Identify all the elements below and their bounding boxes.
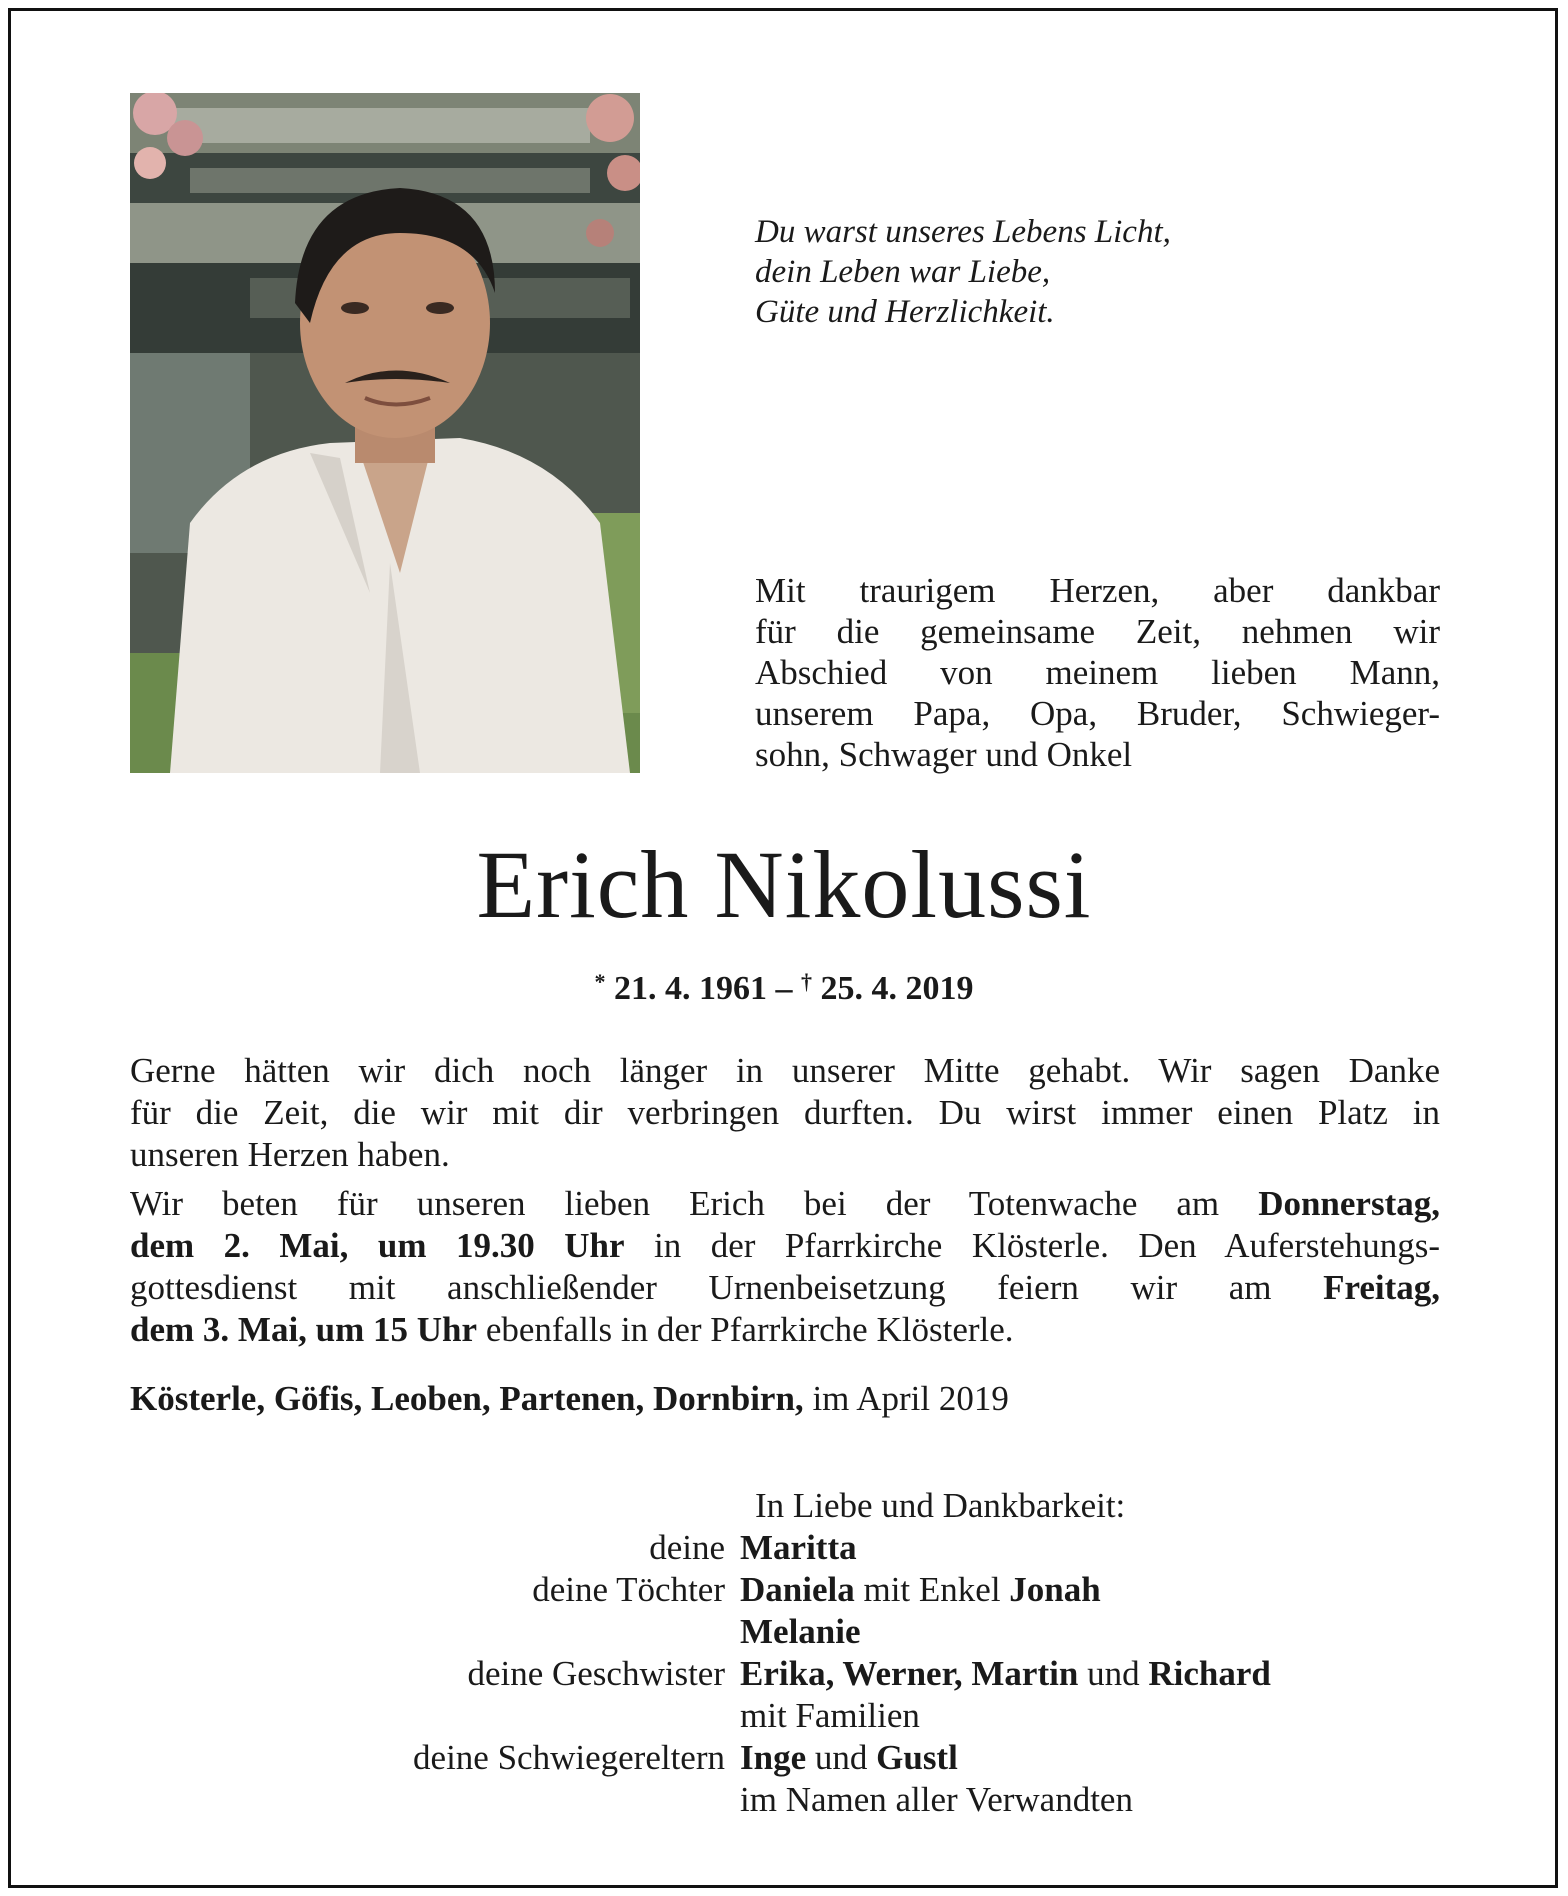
paragraph-line: für die Zeit, die wir mit dir verbringen durften. Du wirst immer einen Platz in (130, 1093, 1440, 1132)
mourner-name: Erika, Werner, Martin (740, 1654, 1079, 1693)
memorial-quote (755, 212, 1355, 332)
date-text: im April 2019 (812, 1379, 1009, 1418)
quote-line: Du warst unseres Lebens Licht, (755, 214, 1171, 250)
mourner-name: Richard (1148, 1654, 1271, 1693)
mourner-name: Gustl (876, 1738, 958, 1777)
intro-line: Abschied von meinem lieben Mann, (755, 653, 1440, 692)
quote-line: dein Leben war Liebe, (755, 254, 1051, 290)
paragraph-line (130, 1225, 1440, 1267)
places-date-line (130, 1378, 1009, 1420)
signature-text: mit Familien (740, 1696, 920, 1735)
intro-line: sohn, Schwager und Onkel (755, 735, 1133, 774)
signature-text: im Namen aller Verwandten (740, 1780, 1133, 1819)
intro-line: Mit traurigem Herzen, aber dankbar (755, 571, 1440, 610)
line-text: Wir beten für unseren lieben Erich bei der Totenwache am (130, 1184, 1220, 1223)
signature-row (130, 1569, 1430, 1611)
closing-phrase: In Liebe und Dankbarkeit: (755, 1486, 1126, 1525)
signature-names (740, 1653, 1430, 1695)
birth-symbol: * (594, 969, 606, 994)
relation-label: deine Töchter (532, 1570, 725, 1609)
connector-text: mit Enkel (863, 1570, 1001, 1609)
portrait-photo (130, 93, 640, 773)
signature-row (130, 1611, 1430, 1653)
paragraph-line (130, 1267, 1440, 1309)
death-symbol: † (801, 969, 812, 994)
paragraph-line (130, 1309, 1440, 1351)
birth-date: 21. 4. 1961 (614, 970, 767, 1007)
connector-text: und (1087, 1654, 1140, 1693)
signature-names (740, 1569, 1430, 1611)
service-time: dem 3. Mai, um 15 Uhr (130, 1310, 478, 1349)
paragraph-line: Gerne hätten wir dich noch länger in unserer Mitte gehabt. Wir sagen Danke (130, 1051, 1440, 1090)
death-date: 25. 4. 2019 (820, 970, 974, 1007)
connector-text: und (814, 1738, 868, 1777)
wake-day: Donnerstag, (1258, 1184, 1440, 1223)
mourner-name: Inge (740, 1738, 807, 1777)
signature-row (130, 1695, 1430, 1737)
service-day: Freitag, (1323, 1268, 1441, 1307)
place-names: Kösterle, Göfis, Leoben, Partenen, Dornbirn, (130, 1379, 804, 1418)
relation-label: deine (649, 1528, 725, 1567)
date-separator: – (767, 970, 801, 1007)
service-paragraph (130, 1183, 1440, 1351)
relation-label (130, 1695, 740, 1737)
intro-line: unserem Papa, Opa, Bruder, Schwieger- (755, 694, 1440, 733)
intro-line: für die gemeinsame Zeit, nehmen wir (755, 612, 1440, 651)
relation-label (130, 1779, 740, 1821)
wake-time: dem 2. Mai, um 19.30 Uhr (130, 1226, 625, 1265)
signature-row (130, 1527, 1430, 1569)
farewell-paragraph (130, 1050, 1440, 1176)
signature-row (130, 1737, 1430, 1779)
line-text: gottesdienst mit anschließender Urnenbeisetzung feiern wir am (130, 1268, 1272, 1307)
signature-names (740, 1737, 1430, 1779)
line-text: in der Pfarrkirche Klösterle. Den Auferstehungs- (654, 1226, 1441, 1265)
line-text: ebenfalls in der Pfarrkirche Klösterle. (485, 1310, 1014, 1349)
deceased-name: Erich Nikolussi (476, 831, 1092, 938)
signature-names (740, 1611, 1430, 1653)
relation-label (130, 1611, 740, 1653)
mourner-name: Jonah (1009, 1570, 1101, 1609)
life-dates (0, 962, 1568, 1009)
relation-label: deine Schwiegereltern (413, 1738, 725, 1777)
signature-row (130, 1653, 1430, 1695)
paragraph-line (130, 1183, 1440, 1225)
quote-line: Güte und Herzlichkeit. (755, 294, 1055, 330)
relation-label: deine Geschwister (467, 1654, 725, 1693)
intro-text (755, 570, 1440, 775)
mourner-name: Melanie (740, 1612, 861, 1651)
mourner-name: Daniela (740, 1570, 855, 1609)
signature-row (130, 1779, 1430, 1821)
mourner-name: Maritta (740, 1528, 857, 1567)
paragraph-line: unseren Herzen haben. (130, 1135, 450, 1174)
signatures-block (130, 1527, 1430, 1821)
signature-names (740, 1527, 1430, 1569)
